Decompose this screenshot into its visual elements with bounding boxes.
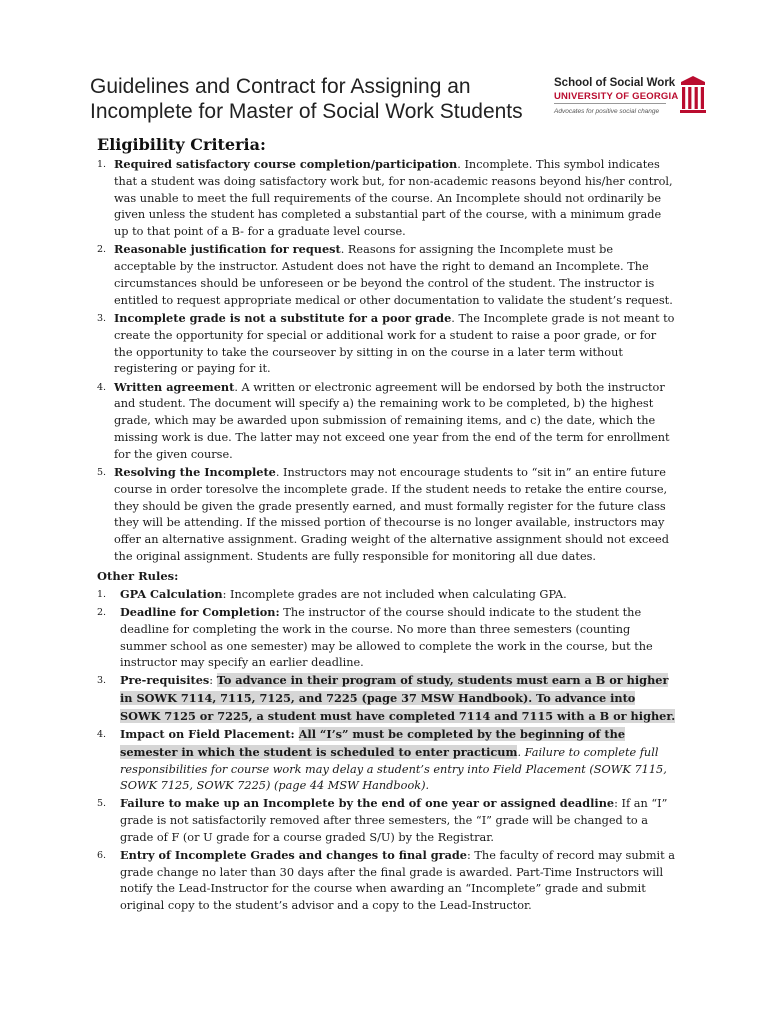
item-lead: Resolving the Incomplete bbox=[114, 464, 276, 479]
item-lead: Impact on Field Placement: bbox=[120, 726, 299, 741]
logo-university-name: UNIVERSITY OF GEORGIA bbox=[554, 91, 679, 102]
highlighted-text: To advance in their program of study, students must earn a B or higher in SOWK 7114, 7115, 7125, and 7225 (page 37 MSW Handbook). To advance into SOWK 7125 or 7225, a student must have completed 7114 and 7115 with a B or higher. bbox=[120, 673, 676, 723]
item-text: . The Incomplete grade is not meant to create the opportunity for special or additional work for a student to raise a poor grade, or for the opportunity to take the courseover by sitting in on the course in a later term without registering or paying for it. bbox=[114, 311, 675, 376]
item-text: : Incomplete grades are not included when calculating GPA. bbox=[222, 588, 567, 601]
item-number: 3. bbox=[97, 312, 107, 324]
italic-text: . Failure to complete full responsibilities for course work may delay a student’s entry into Field Placement (SOWK 7115, SOWK 7125, SOWK 7225) (page 44 MSW Handbook). bbox=[120, 745, 667, 793]
eligibility-list bbox=[97, 156, 677, 566]
eligibility-heading: Eligibility Criteria: bbox=[97, 135, 266, 154]
item-lead: Required satisfactory course completion/participation bbox=[114, 157, 458, 171]
uga-logo bbox=[554, 76, 714, 120]
list-item bbox=[97, 604, 677, 672]
item-number: 1. bbox=[97, 159, 107, 170]
page-title bbox=[90, 74, 530, 124]
item-number: 4. bbox=[97, 728, 107, 740]
item-text: The instructor of the course should indicate to the student the deadline for completing the work in the course. No more than three semesters (counting summer school as one semester) may be allowed to complete the work in the course, but the instructor may specify an earlier deadline. bbox=[120, 605, 653, 670]
list-item bbox=[97, 795, 677, 846]
list-item bbox=[97, 847, 677, 915]
list-item bbox=[97, 672, 677, 725]
logo-tagline: Advocates for positive social change bbox=[554, 108, 660, 115]
item-lead: Written agreement bbox=[114, 379, 235, 394]
title-line-1: Guidelines and Contract for Assigning an bbox=[90, 75, 471, 98]
item-lead: Failure to make up an Incomplete by the end of one year or assigned deadline bbox=[120, 796, 615, 811]
list-item bbox=[97, 586, 677, 604]
item-text: : The faculty of record may submit a grade change no later than 30 days after the final grade is awarded. Part-Time Instructors will notify the Lead-Instructor for the course when awarding an “Incomplete” grade and submit original copy to the student’s advisor and a copy to the Lead-Instructor. bbox=[120, 848, 676, 913]
item-text: : If an “I” grade is not satisfactorily removed after three semesters, the “I” grade will be changed to a grade of F (or U grade for a course graded S/U) by the Registrar. bbox=[120, 797, 668, 844]
list-item bbox=[97, 156, 677, 241]
item-lead: Entry of Incomplete Grades and changes to final grade bbox=[120, 847, 467, 862]
item-number: 4. bbox=[97, 381, 107, 393]
logo-divider bbox=[554, 103, 666, 104]
item-text: : bbox=[209, 674, 217, 688]
item-text: . Reasons for assigning the Incomplete must be acceptable by the instructor. Astudent does not have the right to demand an Incomplete. The circumstances should be unforeseen or be beyond the control of the student. The instructor is entitled to request appropriate medical or other documentation to validate the student’s request. bbox=[114, 243, 673, 307]
title-line-2: Incomplete for Master of Social Work Students bbox=[90, 100, 523, 123]
item-lead: Pre-requisites bbox=[120, 673, 210, 688]
item-number: 5. bbox=[97, 798, 107, 810]
list-item bbox=[97, 379, 677, 464]
list-item bbox=[97, 726, 677, 795]
item-number: 2. bbox=[97, 244, 107, 256]
other-rules-list bbox=[97, 586, 677, 915]
item-lead: Deadline for Completion: bbox=[120, 604, 280, 619]
item-number: 3. bbox=[97, 675, 107, 687]
item-number: 6. bbox=[97, 849, 107, 861]
arch-icon bbox=[678, 74, 708, 114]
highlighted-text: All “I’s” must be completed by the beginning of the semester in which the student is scheduled to enter practicum bbox=[120, 726, 626, 759]
item-text: . Incomplete. This symbol indicates that a student was doing satisfactory work but, for non-academic reasons beyond his/her control, was unable to meet the full requirements of the course. An Incomplete should not ordinarily be given unless the student has completed a substantial part of the course, with a minimum grade up to that point of a B- for a graduate level course. bbox=[114, 158, 673, 239]
item-lead: GPA Calculation bbox=[120, 587, 223, 601]
item-text: . A written or electronic agreement will be endorsed by both the instructor and student. The document will specify a) the remaining work to be completed, b) the highest grade, which may be awarded upon submission of remaining items, and c) the date, which the missing work is due. The latter may not exceed one year from the end of the term for enrollment for the given course. bbox=[114, 380, 670, 461]
other-rules-heading: Other Rules: bbox=[97, 569, 179, 583]
item-number: 2. bbox=[97, 606, 107, 618]
list-item bbox=[97, 310, 677, 378]
logo-school-name: School of Social Work bbox=[554, 77, 676, 89]
list-item bbox=[97, 464, 677, 566]
item-text: . Instructors may not encourage students to “sit in” an entire future course in order toresolve the incomplete grade. If the student needs to retake the entire course, they should be given the grade presently earned, and must formally register for the future class they will be attending. If the missed portion of thecourse is no longer available, instructors may offer an alternative assignment. Grading weight of the alternative assignment should not exceed the original assignment. Students are fully responsible for monitoring all due dates. bbox=[114, 465, 669, 563]
list-item bbox=[97, 241, 677, 309]
item-lead: Incomplete grade is not a substitute for a poor grade bbox=[114, 310, 452, 325]
item-lead: Reasonable justification for request bbox=[114, 242, 341, 257]
item-number: 1. bbox=[97, 589, 107, 600]
item-number: 5. bbox=[97, 466, 107, 478]
